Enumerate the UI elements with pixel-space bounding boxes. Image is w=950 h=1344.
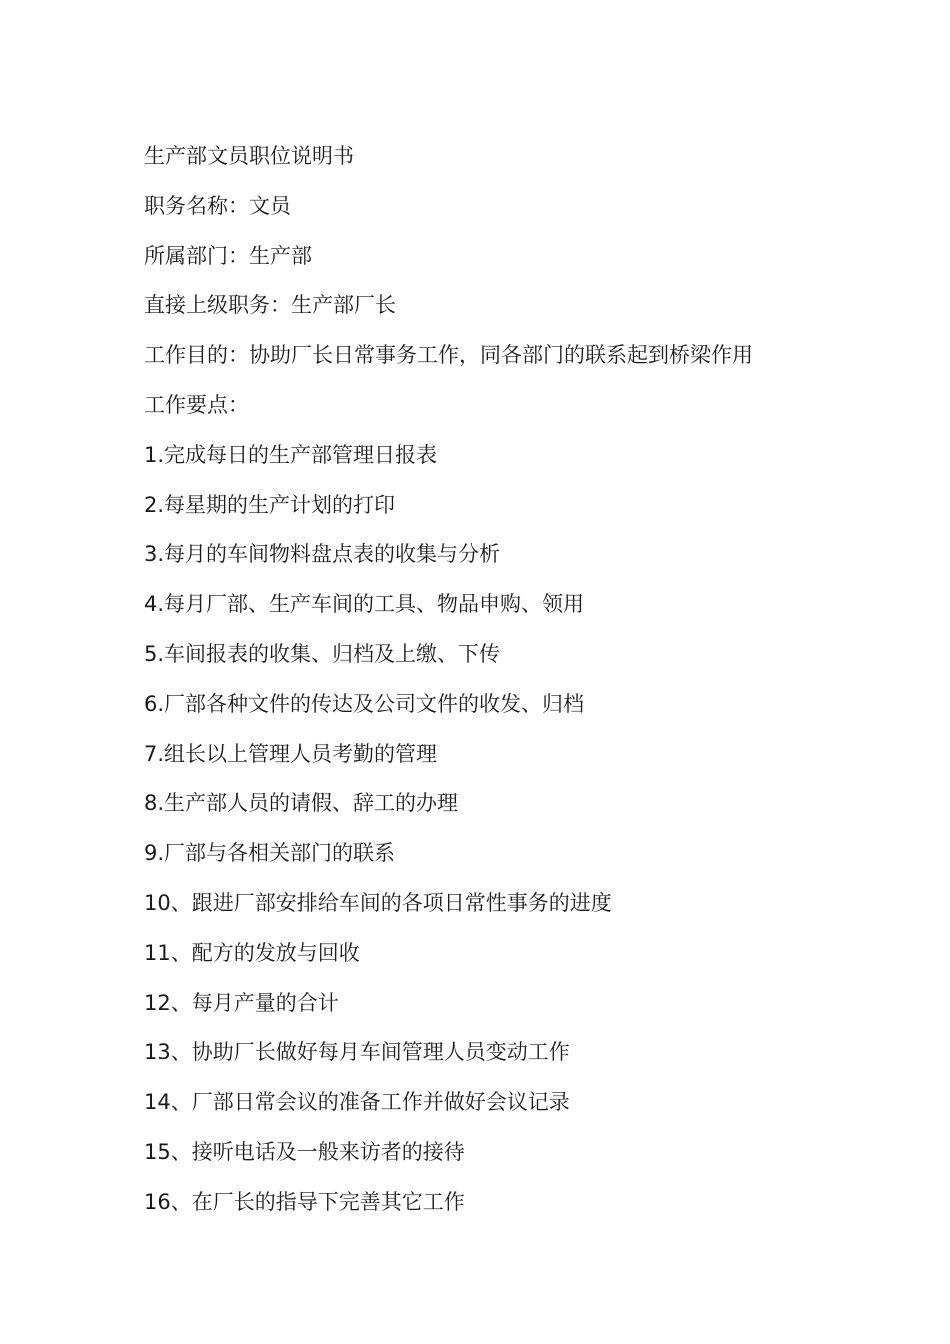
position-name: 职务名称：文员 — [144, 193, 291, 218]
list-item: 7.组长以上管理人员考勤的管理 — [144, 741, 438, 766]
list-item: 6.厂部各种文件的传达及公司文件的收发、归档 — [144, 691, 585, 716]
list-item: 2.每星期的生产计划的打印 — [144, 492, 396, 517]
document-title: 生产部文员职位说明书 — [144, 144, 354, 168]
list-item: 1.完成每日的生产部管理日报表 — [144, 442, 438, 467]
superior-position: 直接上级职务：生产部厂长 — [144, 293, 396, 318]
list-item: 3.每月的车间物料盘点表的收集与分析 — [144, 542, 501, 567]
key-points-heading: 工作要点： — [144, 392, 249, 417]
list-item: 12、每月产量的合计 — [144, 990, 339, 1015]
list-item: 16、在厂长的指导下完善其它工作 — [144, 1189, 465, 1214]
department: 所属部门：生产部 — [144, 243, 312, 268]
list-item: 14、厂部日常会议的准备工作并做好会议记录 — [144, 1090, 570, 1115]
list-item: 8.生产部人员的请假、辞工的办理 — [144, 791, 459, 816]
list-item: 15、接听电话及一般来访者的接待 — [144, 1139, 465, 1164]
list-item: 9.厂部与各相关部门的联系 — [144, 841, 396, 866]
list-item: 5.车间报表的收集、归档及上缴、下传 — [144, 641, 501, 666]
list-item: 11、配方的发放与回收 — [144, 940, 360, 965]
list-item: 4.每月厂部、生产车间的工具、物品申购、领用 — [144, 592, 585, 617]
list-item: 10、跟进厂部安排给车间的各项日常性事务的进度 — [144, 890, 612, 915]
list-item: 13、协助厂长做好每月车间管理人员变动工作 — [144, 1040, 570, 1065]
document-body — [144, 132, 844, 1228]
work-purpose: 工作目的：协助厂长日常事务工作，同各部门的联系起到桥梁作用 — [144, 343, 753, 368]
